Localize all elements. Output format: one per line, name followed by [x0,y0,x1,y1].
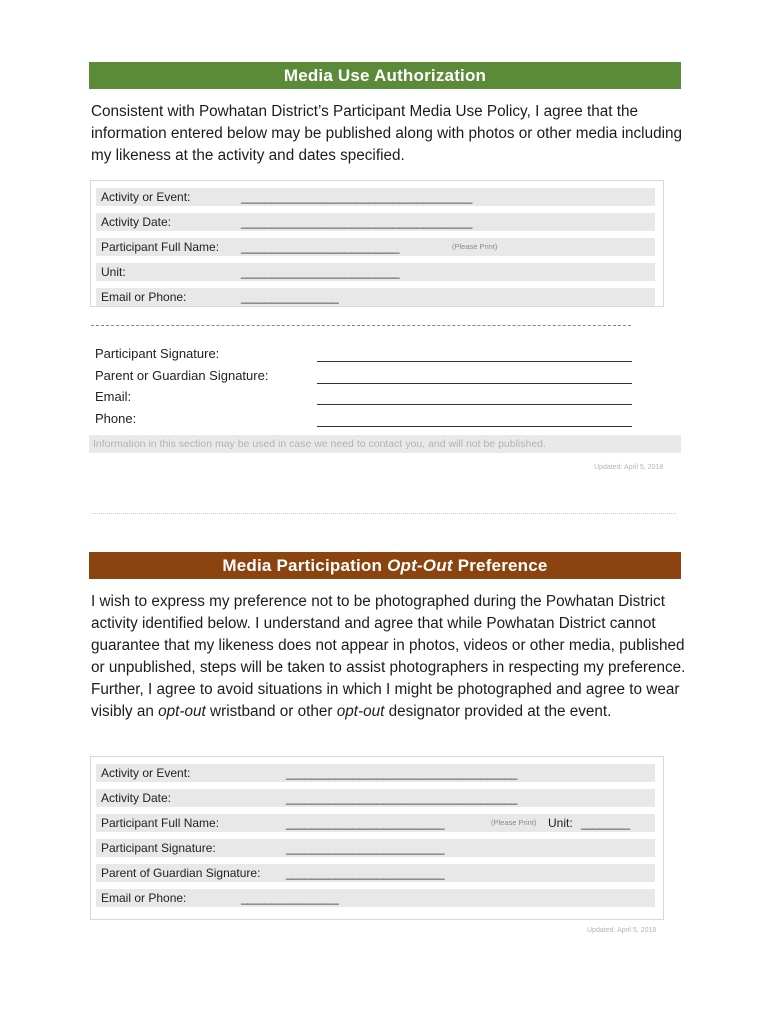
optout-guardian-signature-label: Parent of Guardian Signature: [101,866,261,880]
optout-guardian-signature-row[interactable] [96,864,655,882]
section2-body-3: designator provided at the event. [384,703,612,720]
email-line[interactable] [317,404,632,405]
optout-activity-date-line[interactable]: ______________________________________ [286,791,517,805]
participant-name-row[interactable] [96,238,655,256]
optout-participant-signature-line[interactable]: __________________________ [286,841,444,855]
optout-email-phone-label: Email or Phone: [101,891,187,905]
section1-title: Media Use Authorization [283,65,487,85]
participant-signature-line[interactable] [317,361,632,362]
section2-updated-date: Updated: April 5, 2018 [587,927,657,934]
media-use-authorization-header [89,62,681,89]
section1-intro: Consistent with Powhatan District’s Participant Media Use Policy, I agree that the information entered below may be published along with photos or other media including my likeness at the activity and dates specified. [91,103,682,164]
email-phone-row[interactable] [96,288,655,306]
cut-divider [91,325,631,326]
optout-activity-event-label: Activity or Event: [101,766,191,780]
activity-date-line[interactable]: ______________________________________ [241,215,472,229]
optout-activity-event-line[interactable]: ______________________________________ [286,766,517,780]
optout-unit-line[interactable]: ________ [581,816,630,830]
optout-please-print-note: (Please Print) [491,818,537,827]
section1-field-box [90,180,664,307]
section2-field-box [90,756,664,920]
optout-email-phone-line[interactable]: ________________ [241,891,339,905]
activity-event-line[interactable]: ______________________________________ [241,190,472,204]
phone-line[interactable] [317,426,632,427]
opt-out-preference-header [89,552,681,579]
section-divider [91,513,676,514]
participant-name-line[interactable]: __________________________ [241,240,399,254]
section2-body-2: wristband or other [205,703,337,720]
optout-activity-date-label: Activity Date: [101,791,172,805]
activity-date-row[interactable] [96,213,655,231]
email-phone-line[interactable]: ________________ [241,290,339,304]
activity-event-label: Activity or Event: [101,190,191,204]
contact-info-text: Information in this section may be used in case we need to contact you, and will not be published. [93,438,546,450]
email-label: Email: [95,389,132,404]
section2-title-before: Media Participation [222,555,383,575]
unit-line[interactable]: __________________________ [241,265,399,279]
guardian-signature-label: Parent or Guardian Signature: [95,368,269,383]
unit-label: Unit: [101,265,126,279]
optout-participant-signature-row[interactable] [96,839,655,857]
optout-participant-name-label: Participant Full Name: [101,816,220,830]
participant-signature-label: Participant Signature: [95,346,220,361]
optout-email-phone-row[interactable] [96,889,655,907]
optout-activity-event-row[interactable] [96,764,655,782]
email-phone-label: Email or Phone: [101,290,187,304]
guardian-signature-line[interactable] [317,383,632,384]
optout-activity-date-row[interactable] [96,789,655,807]
section1-updated-date: Updated: April 5, 2018 [594,464,664,471]
contact-info-note [89,435,681,453]
optout-unit-label: Unit: [548,816,573,830]
section2-title-after: Preference [457,555,548,575]
section2-body-em1: opt-out [158,703,206,720]
section2-body-1: I wish to express my preference not to be photographed during the Powhatan District activity identified below. I understand and agree that while Powhatan District cannot guarantee that my likeness does not appear in photos, videos or other media, published or unpublished, steps will be taken to assist photographers in respecting my preference. Further, I agree to avoid situations in which I might be photographed and agree to wear visibly an [91,593,686,720]
please-print-note: (Please Print) [452,242,498,251]
section2-title-em: Opt-Out [387,555,453,575]
section2-body [91,591,691,723]
phone-label: Phone: [95,411,137,426]
optout-guardian-signature-line[interactable]: __________________________ [286,866,444,880]
participant-name-label: Participant Full Name: [101,240,220,254]
optout-participant-name-line[interactable]: __________________________ [286,816,444,830]
optout-participant-name-row[interactable] [96,814,655,832]
activity-event-row[interactable] [96,188,655,206]
section2-body-em2: opt-out [336,703,385,720]
unit-row[interactable] [96,263,655,281]
optout-participant-signature-label: Participant Signature: [101,841,216,855]
activity-date-label: Activity Date: [101,215,172,229]
